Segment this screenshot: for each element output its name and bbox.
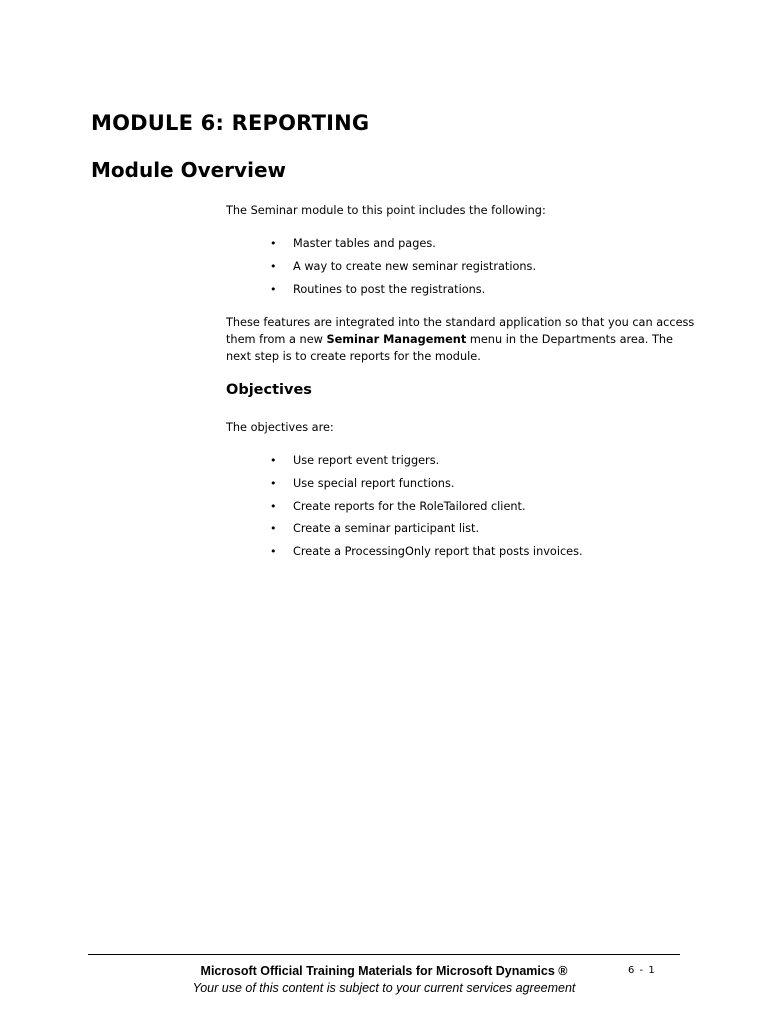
menu-name: Seminar Management [326, 333, 467, 346]
list-item [270, 281, 536, 304]
bullet-icon: • [270, 522, 277, 536]
bullet-icon: • [270, 476, 277, 490]
footer-notice: Your use of this content is subject to your current services agreement [192, 981, 576, 995]
objectives-heading: Objectives [226, 382, 312, 398]
intro-text: The Seminar module to this point includes the following: [226, 204, 546, 217]
section-heading: Module Overview [91, 158, 286, 182]
bullet-icon: • [270, 237, 277, 250]
list-item [270, 235, 536, 258]
list-item [270, 498, 583, 521]
paragraph-line: next step is to create reports for the module. [226, 350, 481, 363]
features-list [270, 235, 536, 303]
bullet-icon: • [270, 545, 277, 558]
bullet-icon: • [270, 282, 277, 296]
list-item-text: Create reports for the RoleTailored client. [293, 499, 526, 513]
page-number: 6 - 1 [628, 965, 656, 976]
list-item-text: Create a ProcessingOnly report that posts invoices. [293, 545, 583, 558]
list-item [270, 258, 536, 281]
overview-paragraph [226, 314, 696, 365]
module-title: MODULE 6: REPORTING [91, 111, 370, 135]
bullet-icon: • [270, 499, 277, 513]
bullet-icon: • [270, 454, 277, 467]
list-item-text: Create a seminar participant list. [293, 522, 480, 536]
footer-title: Microsoft Official Training Materials for Microsoft Dynamics ® [200, 964, 568, 978]
list-item [270, 520, 583, 543]
list-item-text: Use special report functions. [293, 476, 455, 490]
list-item-text: Use report event triggers. [293, 454, 440, 467]
objectives-intro: The objectives are: [226, 421, 334, 434]
paragraph-line: These features are integrated into the standard application so that you can access [226, 316, 695, 329]
list-item-text: A way to create new seminar registrations. [293, 259, 537, 273]
list-item [270, 452, 583, 475]
paragraph-line: menu in the Departments area. The [466, 333, 673, 346]
footer-divider [88, 954, 680, 955]
paragraph-line: them from a new [226, 333, 327, 346]
list-item [270, 475, 583, 498]
list-item [270, 543, 583, 566]
objectives-list [270, 452, 583, 566]
bullet-icon: • [270, 259, 277, 273]
list-item-text: Routines to post the registrations. [293, 282, 486, 296]
list-item-text: Master tables and pages. [293, 237, 436, 250]
